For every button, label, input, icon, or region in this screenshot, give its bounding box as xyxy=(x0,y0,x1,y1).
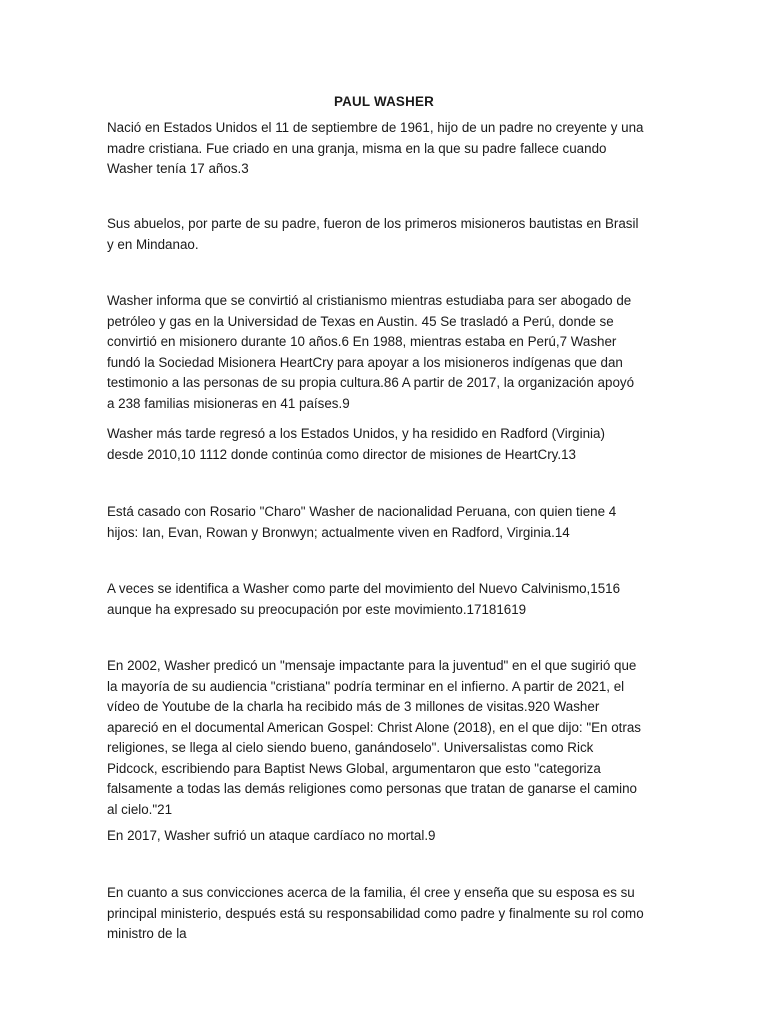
paragraph-grandparents: Sus abuelos, por parte de su padre, fueron de los primeros misioneros bautistas en Brasil y en Mindanao. xyxy=(107,216,639,252)
paragraph-family: Está casado con Rosario "Charo" Washer de nacionalidad Peruana, con quien tiene 4 hijos: Ian, Evan, Rowan y Bronwyn; actualmente viven en Radford, Virginia.14 xyxy=(107,504,617,540)
paragraph-calvinism: A veces se identifica a Washer como parte del movimiento del Nuevo Calvinismo,1516 aunque ha expresado su preocupación por este movimiento.17181619 xyxy=(107,581,621,617)
document-title: PAUL WASHER xyxy=(334,94,434,109)
paragraph-heart-attack: En 2017, Washer sufrió un ataque cardíaco no mortal.9 xyxy=(107,828,436,843)
paragraph-convictions: En cuanto a sus convicciones acerca de la familia, él cree y enseña que su esposa es su principal ministerio, después está su responsabilidad como padre y finalmente su rol como ministro de la xyxy=(107,885,644,941)
paragraph-conversion: Washer informa que se convirtió al cristianismo mientras estudiaba para ser abogado de petróleo y gas en la Universidad de Texas en Austin. 45 Se trasladó a Perú, donde se convirtió en misionero durante 10 años.6 En 1988, mientras estaba en Perú,7 Washer fundó la Sociedad Misionera HeartCry para apoyar a los misioneros indígenas que dan testimonio a las personas de su propia cultura.86 A partir de 2017, la organización apoyó a 238 familias misioneras en 41 países.9 xyxy=(107,293,635,411)
paragraph-sermon: En 2002, Washer predicó un "mensaje impactante para la juventud" en el que sugirió que la mayoría de su audiencia "cristiana" podría terminar en el infierno. A partir de 2021, el vídeo de Youtube de la charla ha recibido más de 3 millones de visitas.920 Washer apareció en el documental American Gospel: Christ Alone (2018), en el que dijo: "En otras religiones, se llega al cielo siendo bueno, ganándoselo". Universalistas como Rick Pidcock, escribiendo para Baptist News Global, argumentaron que esto "categoriza falsamente a todas las demás religiones como personas que tratan de ganarse el camino al cielo."21 xyxy=(107,658,641,817)
paragraph-radford: Washer más tarde regresó a los Estados Unidos, y ha residido en Radford (Virginia) desde 2010,10 1112 donde continúa como director de misiones de HeartCry.13 xyxy=(107,426,605,462)
paragraph-birth: Nació en Estados Unidos el 11 de septiembre de 1961, hijo de un padre no creyente y una madre cristiana. Fue criado en una granja, misma en la que su padre fallece cuando Washer tenía 17 años.3 xyxy=(107,120,644,176)
